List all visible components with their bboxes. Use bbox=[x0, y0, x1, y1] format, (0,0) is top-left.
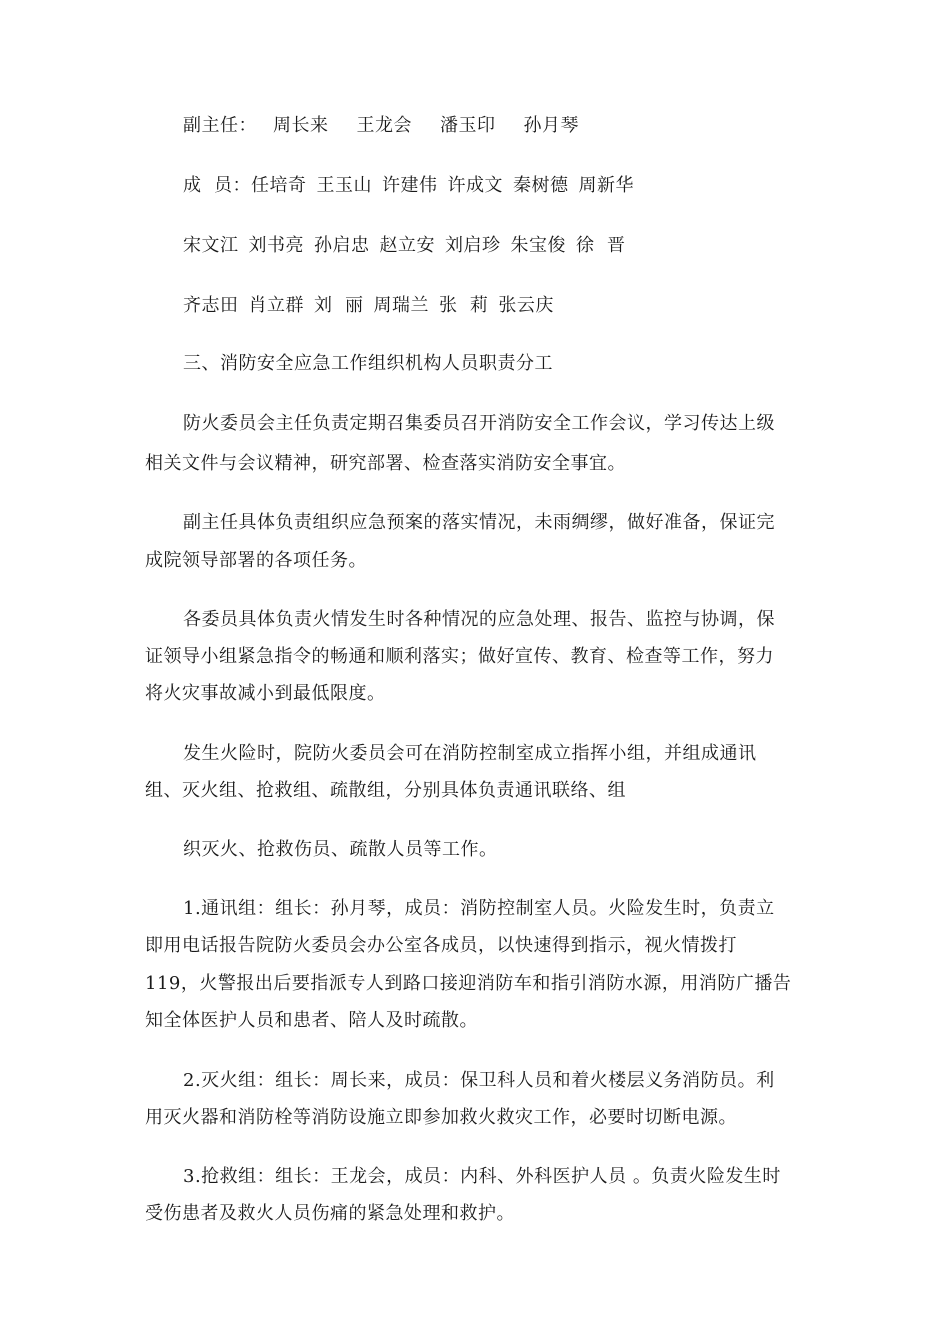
name: 周瑞兰 bbox=[373, 295, 429, 316]
group-3-line-1: 3.抢救组：组长：王龙会，成员：内科、外科医护人员 。负责火险发生时 bbox=[183, 1166, 781, 1187]
name: 赵立安 bbox=[379, 235, 435, 256]
group-3-line-2: 受伤患者及救火人员伤痛的紧急处理和救护。 bbox=[145, 1203, 515, 1224]
section-heading: 三、消防安全应急工作组织机构人员职责分工 bbox=[183, 353, 553, 374]
name: 朱宝俊 bbox=[510, 235, 566, 256]
group-1-line-1: 1.通讯组：组长：孙月琴，成员：消防控制室人员。火险发生时，负责立 bbox=[183, 898, 775, 919]
members-row-2 bbox=[183, 234, 625, 258]
name: 许成文 bbox=[447, 175, 503, 196]
name: 刘书亮 bbox=[248, 235, 304, 256]
paragraph-3-line-1: 各委员具体负责火情发生时各种情况的应急处理、报告、监控与协调，保 bbox=[183, 609, 775, 630]
vice-director-row bbox=[183, 114, 579, 138]
paragraph-4-line-3: 织灭火、抢救伤员、疏散人员等工作。 bbox=[183, 839, 498, 860]
paragraph-1-line-2: 相关文件与会议精神，研究部署、检查落实消防安全事宜。 bbox=[145, 453, 626, 474]
group-1-line-2: 即用电话报告院防火委员会办公室各成员，以快速得到指示，视火情拨打 bbox=[145, 935, 737, 956]
name: 秦树德 bbox=[512, 175, 569, 196]
name: 张云庆 bbox=[498, 295, 554, 316]
name: 许建伟 bbox=[381, 175, 438, 196]
name: 潘玉印 bbox=[440, 115, 496, 136]
paragraph-2-line-2: 成院领导部署的各项任务。 bbox=[145, 550, 367, 571]
name: 任培奇 bbox=[250, 175, 307, 196]
members-label: 成 员： bbox=[183, 175, 251, 196]
name: 宋文江 bbox=[183, 235, 239, 256]
name: 王龙会 bbox=[356, 115, 412, 136]
name: 孙月琴 bbox=[523, 115, 579, 136]
group-2-line-2: 用灭火器和消防栓等消防设施立即参加救火救灾工作，必要时切断电源。 bbox=[145, 1107, 737, 1128]
members-row-1 bbox=[183, 174, 634, 198]
name: 张 莉 bbox=[438, 295, 489, 316]
vice-director-label: 副主任： bbox=[183, 115, 257, 136]
name: 周长来 bbox=[273, 115, 329, 136]
name: 刘 丽 bbox=[314, 295, 364, 316]
group-1-line-3: 119，火警报出后要指派专人到路口接迎消防车和指引消防水源，用消防广播告 bbox=[145, 973, 792, 994]
paragraph-3-line-2: 证领导小组紧急指令的畅通和顺利落实；做好宣传、教育、检查等工作，努力 bbox=[145, 646, 774, 667]
name: 肖立群 bbox=[248, 295, 304, 316]
name: 孙启忠 bbox=[314, 235, 370, 256]
name: 刘启珍 bbox=[445, 235, 501, 256]
name: 齐志田 bbox=[183, 295, 239, 316]
name: 王玉山 bbox=[316, 175, 372, 196]
paragraph-4-line-2: 组、灭火组、抢救组、疏散组，分别具体负责通讯联络、组 bbox=[145, 780, 626, 801]
members-row-3 bbox=[183, 294, 554, 318]
paragraph-4-line-1: 发生火险时，院防火委员会可在消防控制室成立指挥小组，并组成通讯 bbox=[183, 743, 757, 764]
name: 徐 晋 bbox=[576, 235, 626, 256]
paragraph-2-line-1: 副主任具体负责组织应急预案的落实情况，未雨绸缪，做好准备，保证完 bbox=[183, 512, 775, 533]
name: 周新华 bbox=[578, 175, 634, 196]
paragraph-1-line-1: 防火委员会主任负责定期召集委员召开消防安全工作会议，学习传达上级 bbox=[183, 413, 775, 434]
group-1-line-4: 知全体医护人员和患者、陪人及时疏散。 bbox=[145, 1010, 478, 1031]
paragraph-3-line-3: 将火灾事故减小到最低限度。 bbox=[145, 683, 386, 704]
group-2-line-1: 2.灭火组：组长：周长来，成员：保卫科人员和着火楼层义务消防员。利 bbox=[183, 1070, 775, 1091]
